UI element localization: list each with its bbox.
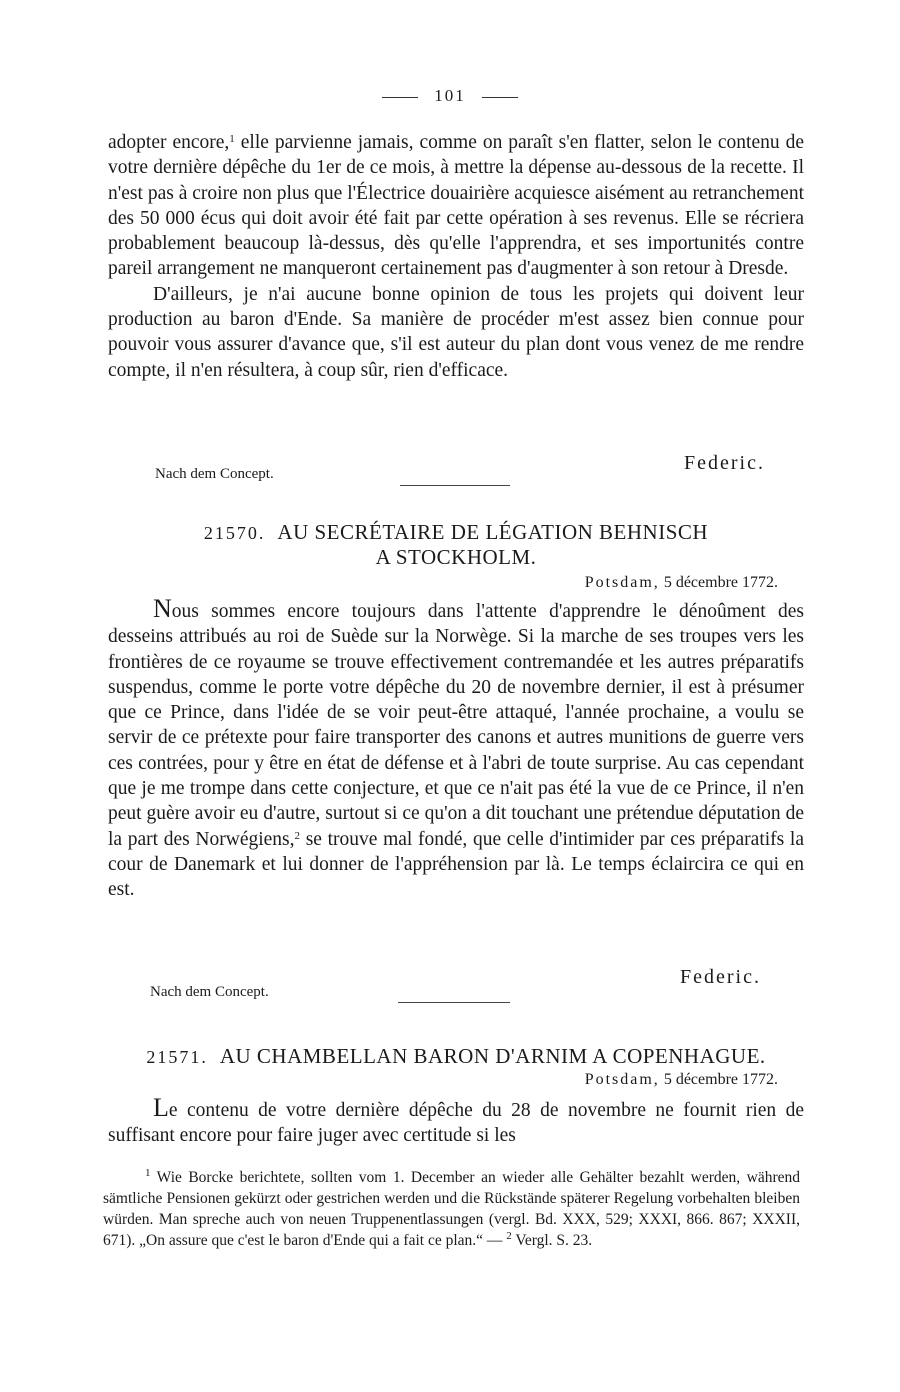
footnote-text: Wie Borcke berichtete, sollten vom 1. December an wieder alle Gehälter bezahlt werden, während sämtliche Pensionen gekürzt oder gestrichen werden und die Rückstände späterer Regelung vorbehalten bleiben würden. Man spreche auch von neuen Truppenentlassungen (vergl. Bd. XXX, 529; XXXI, 866. 867; XXXII, 671). „On assure que c'est le baron d'Ende qui a fait ce plan.“ — [103, 1169, 800, 1249]
dateline-date: 5 décembre 1772. [663, 574, 778, 591]
signature: Federic. [680, 966, 761, 988]
paragraph: D'ailleurs, je n'ai aucune bonne opinion de tous les projets qui doivent leur production au baron d'Ende. Sa manière de procéder m'est assez bien connue pour pouvoir vous assurer d'avance que, s'il est auteur du plan dont vous venez de me rendre compte, il n'en résultera, à coup sûr, rien d'efficace. [108, 283, 804, 381]
source-note: Nach dem Concept. [155, 466, 274, 482]
section-divider [398, 1002, 510, 1003]
letter-title-line2: A STOCKHOLM. [375, 545, 537, 569]
header-rule-left [382, 97, 418, 98]
initial-letter: L [153, 1093, 169, 1122]
section-divider [400, 485, 510, 486]
header-rule-right [482, 97, 518, 98]
dateline-place: Potsdam, [584, 1071, 660, 1088]
signature: Federic. [684, 452, 765, 474]
dateline [585, 574, 778, 592]
page-header [0, 86, 900, 106]
letter-title: AU SECRÉTAIRE DE LÉGATION BEHNISCH [277, 520, 709, 544]
paragraph: Nous sommes encore toujours dans l'attente d'apprendre le dénoûment des desseins attribués au roi de Suède sur la Norwège. Si la marche de ses troupes vers les frontières de ce royaume se trouve effectivement contremandée et les autres préparatifs suspendus, comme le porte votre dépêche du 20 de novembre dernier, il est à présumer que ce Prince, dans l'idée de se voir peut-être attaqué, l'année prochaine, a voulu se servir de ce prétexte pour faire transporter des canons et autres munitions de guerre vers ces contrées, pour y être en état de défense et à l'abri de toute surprise. Au cas cependant que je me trompe dans cette conjecture, et que ce n'ait pas été la vue de ce Prince, il n'en peut guère avoir eu d'autre, surtout si ce qu'on a dit touchant une prétendue députation de la part des Norwégiens,$^2$ se trouve mal fondé, que celle d'intimider par ces préparatifs la cour de Danemark et lui donner de l'appréhension par là. Le temps éclaircira ce qui en est. [108, 594, 804, 901]
letter-number: 21571. [146, 1047, 208, 1067]
letter-heading [108, 520, 804, 570]
page-number: 101 [434, 86, 466, 105]
letter-title: AU CHAMBELLAN BARON D'ARNIM A COPENHAGUE. [219, 1044, 766, 1068]
dateline-date: 5 décembre 1772. [663, 1071, 778, 1088]
footnote-text: Vergl. S. 23. [511, 1232, 593, 1249]
dateline-place: Potsdam, [584, 574, 660, 591]
dateline [585, 1071, 778, 1089]
source-note: Nach dem Concept. [150, 984, 269, 1000]
initial-letter: N [153, 594, 172, 623]
footnote-ref: 1 [229, 133, 235, 145]
paragraph: Le contenu de votre dernière dépêche du 28 de novembre ne fournit rien de suffisant encore pour faire juger avec certitude si les [108, 1093, 804, 1147]
footnote-ref: 2 [294, 829, 301, 842]
letter-number: 21570. [203, 523, 266, 543]
letter-body [108, 596, 804, 903]
letter-body [108, 1095, 804, 1149]
paragraph: adopter encore,$^1$ elle parvienne jamais, comme on paraît s'en flatter, selon le contenu de votre dernière dépêche du 1er de ce mois, à mettre la dépense au-dessous de la recette. Il n'est pas à croire non plus que l'Électrice douairière acquiesce aisément au retranchement des 50 000 écus qui doit avoir été fait par cette opération à ses revenus. Elle se récriera probablement beaucoup là-dessus, dès qu'elle l'apprendra, et ses importunités contre pareil arrangement ne manqueront certainement pas d'augmenter à son retour à Dresde. [108, 132, 804, 280]
letter-heading [108, 1044, 804, 1069]
footnotes [103, 1167, 800, 1251]
previous-letter-body [108, 130, 804, 383]
footnote-mark: 2 [506, 1230, 512, 1242]
footnote-mark: 1 [145, 1167, 151, 1179]
